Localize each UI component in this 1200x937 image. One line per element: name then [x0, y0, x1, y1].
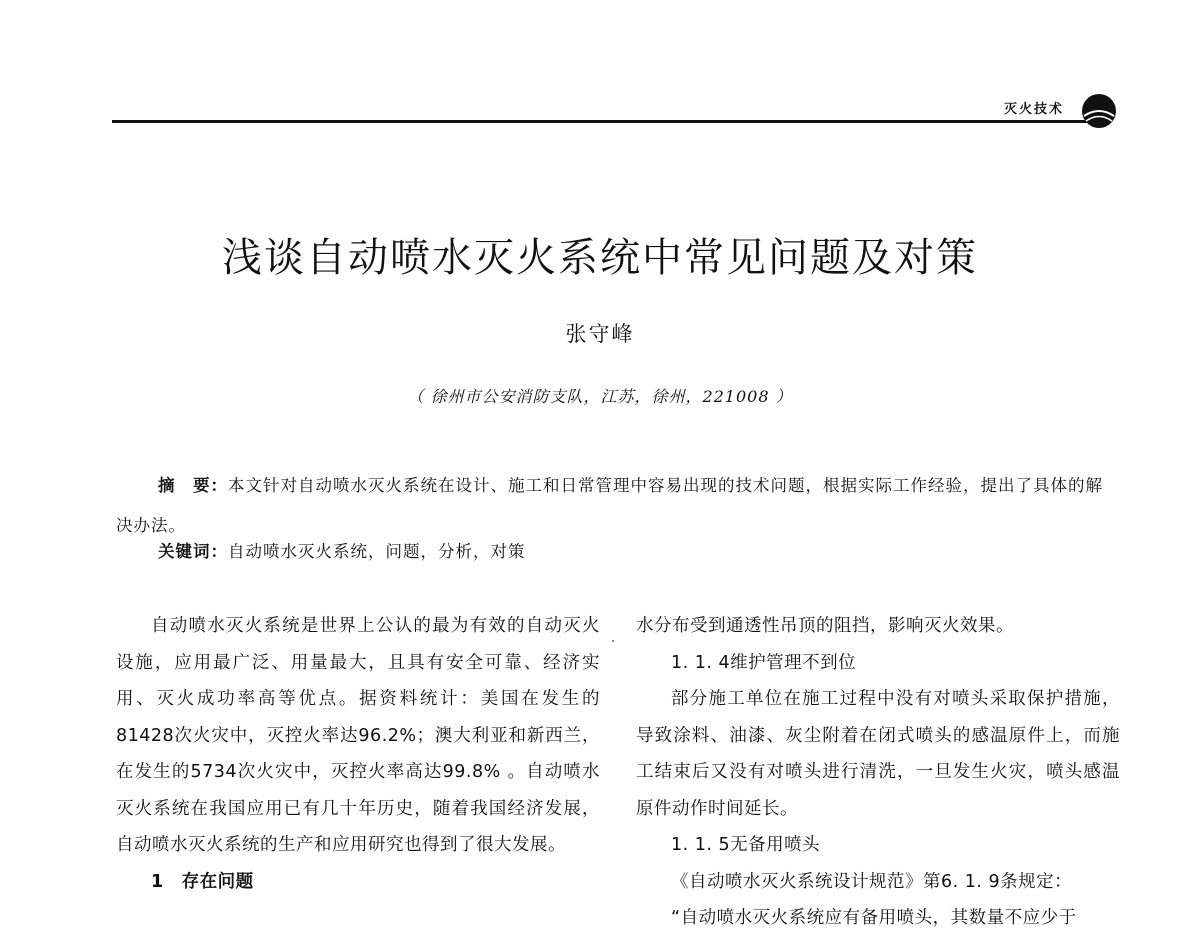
- paragraph-1-1-4: 部分施工单位在施工过程中没有对喷头采取保护措施，导致涂料、油漆、灰尘附着在闭式喷头的感温原件上，而施工结束后又没有对喷头进行清洗，一旦发生火灾，喷头感温原件动作时间延长。: [636, 689, 1120, 819]
- paragraph-1-1-5-quote: “自动喷水灭火系统应有备用喷头，其数量不应少于: [671, 908, 1077, 928]
- header-rule: [112, 120, 1090, 123]
- keywords-label: 关键词：: [158, 542, 228, 561]
- intro-paragraph: 自动喷水灭火系统是世界上公认的最为有效的自动灭火设施，应用最广泛、用量最大，且具有安全可靠、经济实用、灭火成功率高等优点。据资料统计：美国在发生的81428次火灾中，灭控火率达96.2%；澳大利亚和新西兰，在发生的5734次火灾中，灭控火率高达99.8% 。自动喷水灭火系统在我国应用已有几十年历史，随着我国经济发展，自动喷水灭火系统的生产和应用研究也得到了很大发展。: [116, 616, 600, 855]
- section-heading-1: 1 存在问题: [151, 871, 254, 892]
- paragraph-1-1-5-intro: 《自动喷水灭火系统设计规范》第6. 1. 9条规定：: [671, 871, 1073, 892]
- abstract-text: 本文针对自动喷水灭火系统在设计、施工和日常管理中容易出现的技术问题，根据实际工作经验，提出了具体的解决办法。: [116, 476, 1103, 535]
- abstract: [116, 466, 1116, 546]
- column-divider-mark: [612, 640, 614, 642]
- subheading-1-1-5: 1. 1. 5无备用喷头: [671, 835, 821, 855]
- keywords: [158, 538, 1118, 562]
- abstract-label: 摘 要：: [158, 476, 228, 495]
- subheading-1-1-4: 1. 1. 4维护管理不到位: [671, 652, 857, 673]
- left-column: [116, 608, 600, 900]
- keywords-text: 自动喷水灭火系统，问题，分析，对策: [228, 542, 526, 561]
- author-affiliation: （ 徐州市公安消防支队，江苏，徐州，221008 ）: [407, 387, 793, 406]
- author-name: 张守峰: [565, 322, 635, 346]
- journal-logo-icon: [1080, 92, 1118, 130]
- article-title: 浅谈自动喷水灭火系统中常见问题及对策: [222, 235, 978, 281]
- section-label: 灭火技术: [1003, 102, 1064, 117]
- continuation-paragraph: 水分布受到通透性吊顶的阻挡，影响灭火效果。: [636, 616, 1014, 636]
- right-column: [636, 608, 1120, 937]
